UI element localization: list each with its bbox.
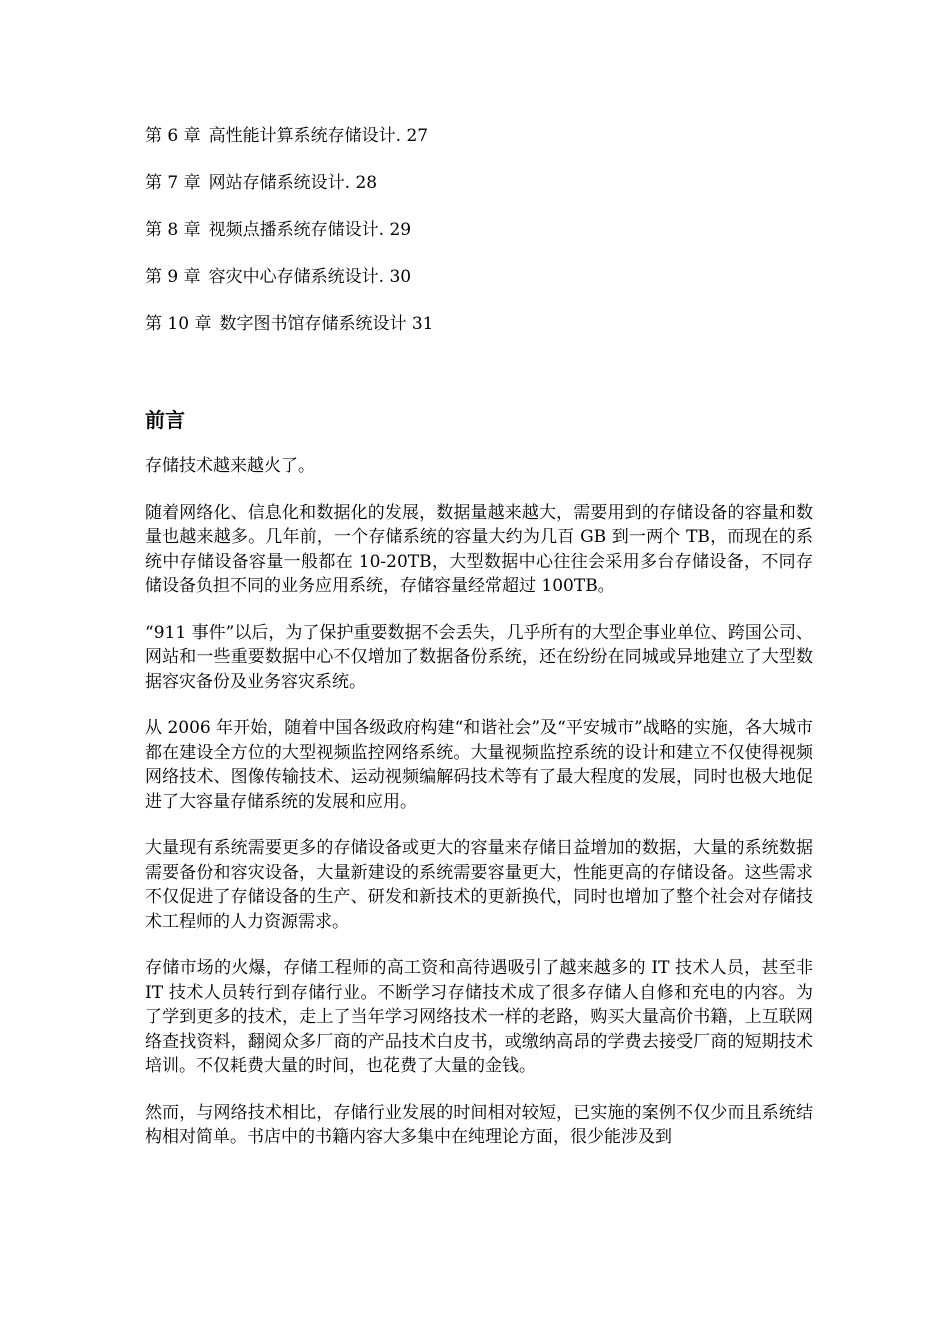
toc-entry-chapter-10	[145, 312, 815, 336]
toc-page-number: 30	[389, 267, 412, 287]
toc-page-number: 27	[406, 126, 429, 146]
preface-heading: 前言	[145, 408, 185, 432]
toc-page-number: 29	[389, 220, 412, 240]
preface-paragraph: 随着网络化、信息化和数据化的发展，数据量越来越大，需要用到的存储设备的容量和数量也越来越多。几年前，一个存储系统的容量大约为几百 GB 到一两个 TB，而现在的系统中存储设备容量一般都在 10-20TB，大型数据中心往往会采用多台存储设备，不同存储设备负担不同的业务应用系统，存储容量经常超过 100TB。	[145, 502, 813, 596]
toc-chapter-title: 视频点播系统存储设计.	[208, 220, 385, 240]
toc-entry-chapter-6	[145, 124, 815, 148]
toc-page-number: 31	[411, 314, 434, 334]
toc-entry-chapter-8	[145, 218, 815, 242]
toc-entry-chapter-7	[145, 171, 815, 195]
toc-chapter-title: 容灾中心存储系统设计.	[208, 267, 385, 287]
preface-paragraph: 从 2006 年开始，随着中国各级政府构建“和谐社会”及“平安城市”战略的实施，各大城市都在建设全方位的大型视频监控网络系统。大量视频监控系统的设计和建立不仅使得视频网络技术、图像传输技术、运动视频编解码技术等有了最大程度的发展，同时也极大地促进了大容量存储系统的发展和应用。	[145, 718, 813, 812]
preface-paragraph: 存储市场的火爆，存储工程师的高工资和高待遇吸引了越来越多的 IT 技术人员，甚至非 IT 技术人员转行到存储行业。不断学习存储技术成了很多存储人自修和充电的内容。为了学到更多的技术，走上了当年学习网络技术一样的老路，购买大量高价书籍，上互联网络查找资料，翻阅众多厂商的产品技术白皮书，或缴纳高昂的学费去接受厂商的短期技术培训。不仅耗费大量的时间，也花费了大量的金钱。	[145, 958, 813, 1076]
toc-page-number: 28	[355, 173, 378, 193]
table-of-contents	[145, 124, 815, 359]
preface-paragraph: “911 事件”以后，为了保护重要数据不会丢失，几乎所有的大型企事业单位、跨国公司、网站和一些重要数据中心不仅增加了数据备份系统，还在纷纷在同城或异地建立了大型数据容灾备份及业务容灾系统。	[145, 622, 813, 692]
toc-chapter-title: 数字图书馆存储系统设计	[219, 314, 407, 334]
toc-chapter-title: 网站存储系统设计.	[208, 173, 351, 193]
preface-body	[145, 454, 813, 1172]
preface-paragraph: 存储技术越来越火了。	[145, 456, 315, 476]
toc-entry-chapter-9	[145, 265, 815, 289]
toc-chapter-number: 第 8 章	[145, 220, 201, 240]
preface-paragraph: 大量现有系统需要更多的存储设备或更大的容量来存储日益增加的数据，大量的系统数据需要备份和容灾设备，大量新建设的系统需要容量更大，性能更高的存储设备。这些需求不仅促进了存储设备的生产、研发和新技术的更新换代，同时也增加了整个社会对存储技术工程师的人力资源需求。	[145, 838, 813, 932]
toc-chapter-number: 第 7 章	[145, 173, 201, 193]
toc-chapter-number: 第 9 章	[145, 267, 201, 287]
preface-paragraph: 然而，与网络技术相比，存储行业发展的时间相对较短，已实施的案例不仅少而且系统结构相对简单。书店中的书籍内容大多集中在纯理论方面，很少能涉及到	[145, 1102, 813, 1147]
toc-chapter-number: 第 6 章	[145, 126, 201, 146]
toc-chapter-title: 高性能计算系统存储设计.	[208, 126, 402, 146]
toc-chapter-number: 第 10 章	[145, 314, 212, 334]
